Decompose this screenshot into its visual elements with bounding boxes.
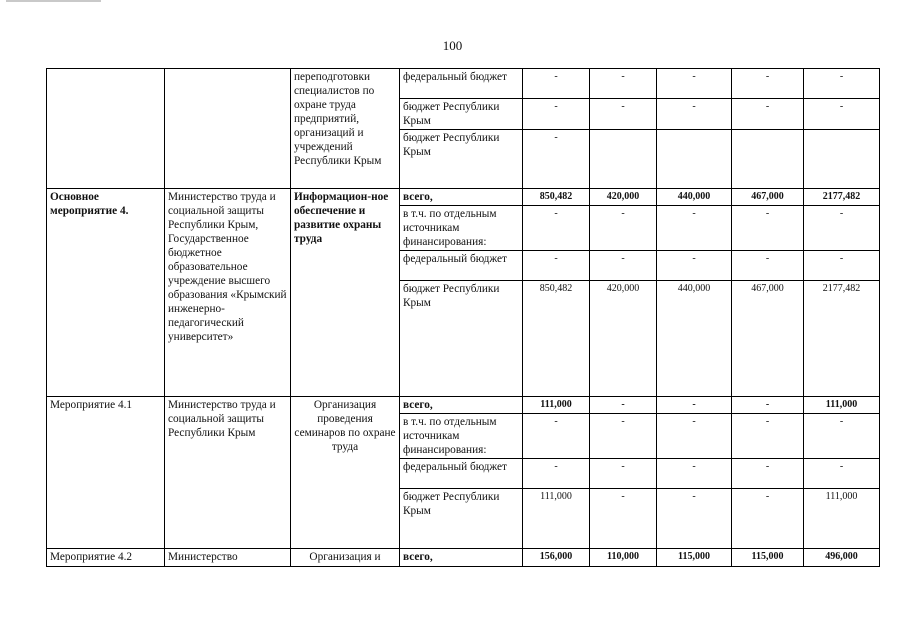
value-cell: - [657, 414, 732, 459]
value-cell: 467,000 [732, 281, 804, 397]
value-cell: - [657, 206, 732, 251]
value-cell [657, 130, 732, 189]
funding-source-cell: бюджет Республики Крым [400, 489, 523, 549]
activity-name-cell: переподготовки специалистов по охране труда предприятий, организаций и учреждений Республики Крым [291, 69, 400, 189]
value-cell: - [523, 130, 590, 189]
value-cell: 850,482 [523, 189, 590, 206]
value-cell: - [732, 489, 804, 549]
value-cell: - [657, 397, 732, 414]
value-cell: 420,000 [590, 281, 657, 397]
value-cell: 156,000 [523, 549, 590, 567]
value-cell: - [590, 489, 657, 549]
value-cell: - [732, 99, 804, 130]
funding-source-cell: бюджет Республики Крым [400, 130, 523, 189]
value-cell: 111,000 [804, 489, 880, 549]
value-cell: - [732, 206, 804, 251]
value-cell: - [523, 459, 590, 489]
funding-source-cell: бюджет Республики Крым [400, 281, 523, 397]
value-cell: - [804, 69, 880, 99]
funding-source-cell: в т.ч. по отдельным источникам финансирования: [400, 414, 523, 459]
value-cell: - [590, 251, 657, 281]
activity-label-cell: Мероприятие 4.1 [47, 397, 165, 549]
activity-label-cell: Основное мероприятие 4. [47, 189, 165, 397]
value-cell: - [590, 99, 657, 130]
value-cell: - [732, 397, 804, 414]
funding-source-cell: федеральный бюджет [400, 251, 523, 281]
value-cell: 115,000 [732, 549, 804, 567]
value-cell: - [657, 69, 732, 99]
value-cell: 440,000 [657, 189, 732, 206]
value-cell: - [590, 414, 657, 459]
value-cell: 850,482 [523, 281, 590, 397]
budget-table [46, 68, 880, 567]
value-cell: - [523, 69, 590, 99]
value-cell: - [804, 206, 880, 251]
activity-label-cell [47, 69, 165, 189]
value-cell [590, 130, 657, 189]
value-cell: - [590, 459, 657, 489]
table-row [47, 549, 880, 567]
value-cell: - [523, 251, 590, 281]
activity-name-cell: Информацион-ное обеспечение и развитие охраны труда [291, 189, 400, 397]
funding-source-cell: в т.ч. по отдельным источникам финансирования: [400, 206, 523, 251]
funding-source-cell: федеральный бюджет [400, 459, 523, 489]
executor-cell: Министерство [165, 549, 291, 567]
value-cell: 111,000 [804, 397, 880, 414]
value-cell: 115,000 [657, 549, 732, 567]
scan-edge-mark [6, 0, 101, 2]
value-cell: - [590, 206, 657, 251]
executor-cell [165, 69, 291, 189]
value-cell [804, 130, 880, 189]
activity-name-cell: Организация проведения семинаров по охране труда [291, 397, 400, 549]
value-cell: - [657, 489, 732, 549]
table-row [47, 69, 880, 99]
funding-source-cell: бюджет Республики Крым [400, 99, 523, 130]
page-number: 100 [442, 38, 463, 53]
value-cell: - [657, 99, 732, 130]
value-cell: - [804, 459, 880, 489]
value-cell: - [732, 459, 804, 489]
value-cell: - [804, 99, 880, 130]
value-cell: - [732, 69, 804, 99]
value-cell: - [590, 397, 657, 414]
executor-cell: Министерство труда и социальной защиты Республики Крым [165, 397, 291, 549]
value-cell: - [523, 206, 590, 251]
funding-source-cell: всего, [400, 189, 523, 206]
value-cell: 440,000 [657, 281, 732, 397]
value-cell: - [657, 251, 732, 281]
activity-name-cell: Организация и [291, 549, 400, 567]
value-cell: - [804, 414, 880, 459]
value-cell: - [523, 414, 590, 459]
activity-label-cell: Мероприятие 4.2 [47, 549, 165, 567]
value-cell: - [732, 414, 804, 459]
value-cell: 2177,482 [804, 281, 880, 397]
value-cell: - [657, 459, 732, 489]
value-cell: 2177,482 [804, 189, 880, 206]
value-cell: 420,000 [590, 189, 657, 206]
value-cell: - [804, 251, 880, 281]
value-cell: - [732, 251, 804, 281]
value-cell [732, 130, 804, 189]
table-row [47, 397, 880, 414]
value-cell: - [590, 69, 657, 99]
funding-source-cell: федеральный бюджет [400, 69, 523, 99]
table-row [47, 189, 880, 206]
value-cell: 111,000 [523, 397, 590, 414]
value-cell: - [523, 99, 590, 130]
value-cell: 111,000 [523, 489, 590, 549]
executor-cell: Министерство труда и социальной защиты Республики Крым, Государственное бюджетное образовательное учреждение высшего образования «Крымский инженерно-педагогический университет» [165, 189, 291, 397]
value-cell: 496,000 [804, 549, 880, 567]
funding-source-cell: всего, [400, 549, 523, 567]
value-cell: 110,000 [590, 549, 657, 567]
value-cell: 467,000 [732, 189, 804, 206]
funding-source-cell: всего, [400, 397, 523, 414]
